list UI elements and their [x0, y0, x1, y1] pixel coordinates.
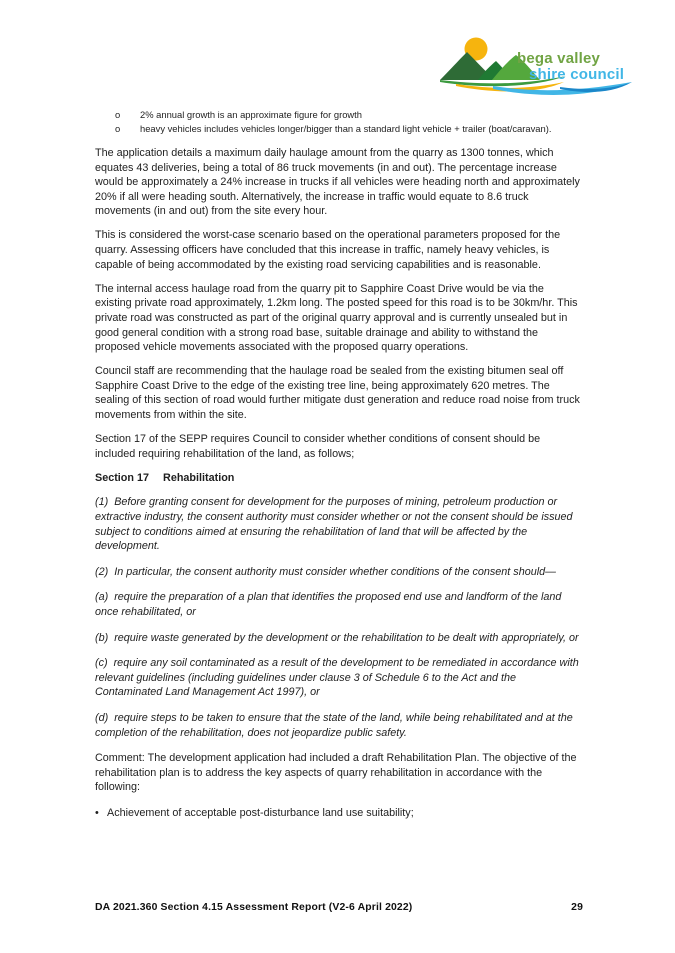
logo-wave-darkblue-icon	[560, 82, 632, 92]
footnote-list	[95, 108, 583, 136]
page-footer	[95, 902, 583, 913]
clause-2: (2) In particular, the consent authority must consider whether conditions of the consent should—	[95, 565, 556, 578]
paragraph-worst-case-scenario: This is considered the worst-case scenario based on the operational parameters proposed for the quarry. Assessing officers have concluded that this increase in traffic, namely heavy vehicles, is capable of being accommodated by the existing road servicing capabilities and is reasonable.	[95, 229, 561, 271]
footnote-bullet-marker: o	[115, 123, 121, 134]
clause-1: (1) Before granting consent for development for the purposes of mining, petroleum production or extractive industry, the consent authority must consider whether or not the consent should be issued subject to conditions aimed at ensuring the rehabilitation of land that will be affected by the development.	[95, 496, 573, 553]
section17-heading-label: Section 17	[95, 471, 150, 484]
list-item	[95, 122, 583, 136]
footnote-text-growth: 2% annual growth is an approximate figure for growth	[140, 109, 362, 120]
list-item	[95, 108, 583, 122]
clause-a: (a) require the preparation of a plan that identifies the proposed end use and landform of the land once rehabilitated, or	[95, 591, 562, 618]
footnote-bullet-marker: o	[115, 109, 121, 120]
footnote-text-heavy-vehicles: heavy vehicles includes vehicles longer/bigger than a standard light vehicle + trailer (boat/caravan).	[140, 123, 552, 134]
report-body	[95, 108, 583, 820]
logo-text-line1: bega valley	[517, 50, 601, 67]
paragraph-section17-intro: Section 17 of the SEPP requires Council to consider whether conditions of consent should be included requiring rehabilitation of the land, as follows;	[95, 433, 541, 460]
list-item-rehab-objective	[95, 806, 583, 821]
section17-heading-title: Rehabilitation	[163, 471, 235, 484]
footer-page-number: 29	[571, 902, 583, 913]
rehab-objective-text: Achievement of acceptable post-disturbance land use suitability;	[107, 806, 414, 819]
logo-text-line2: shire council	[529, 66, 625, 83]
section17-heading	[95, 471, 583, 486]
clause-c: (c) require any soil contaminated as a result of the development to be remediated in accordance with relevant guidelines (including guidelines under clause 3 of Schedule 6 to the Act and the Contaminated Land Management Act 1997), or	[95, 657, 579, 699]
paragraph-comment: Comment: The development application had included a draft Rehabilitation Plan. The objective of the rehabilitation plan is to address the key aspects of quarry rehabilitation in accordance with the following:	[95, 752, 577, 794]
council-logo-icon	[438, 34, 640, 100]
clause-b: (b) require waste generated by the development or the rehabilitation to be dealt with appropriately, or	[95, 631, 579, 644]
clause-d: (d) require steps to be taken to ensure that the state of the land, while being rehabilitated and at the completion of the rehabilitation, does not jeopardize public safety.	[95, 711, 573, 739]
paragraph-haulage-amount: The application details a maximum daily haulage amount from the quarry as 1300 tonnes, which equates 43 deliveries, being a total of 86 truck movements (in and out). The percentage increase would be approximately a 24% increase in trucks if all vehicles were heading north and approximately 20% if all were heading south. Alternatively, the increase in traffic would equate to 8.6 truck movements (in and out) from the site every hour.	[95, 147, 580, 218]
paragraph-internal-access-road: The internal access haulage road from the quarry pit to Sapphire Coast Drive would be via the existing private road approximately, 1.2km long. The posted speed for this road is to be 30km/hr. This private road was constructed as part of the original quarry approval and is currently unsealed but in good general condition with a strong road base, suitable drainage and ability to withstand the proposed vehicle movements associated with the proposed quarry operations.	[95, 282, 578, 354]
bullet-marker: •	[95, 806, 99, 819]
paragraph-council-staff-recommendation: Council staff are recommending that the haulage road be sealed from the existing bitumen seal off Sapphire Coast Drive to the edge of the existing tree line, being approximately 620 metres. The sealing of this section of road would further mitigate dust generation and reduce road noise from truck movements from within the site.	[95, 365, 580, 421]
footer-report-title: DA 2021.360 Section 4.15 Assessment Report (V2-6 April 2022)	[95, 902, 413, 913]
council-logo	[438, 34, 640, 100]
